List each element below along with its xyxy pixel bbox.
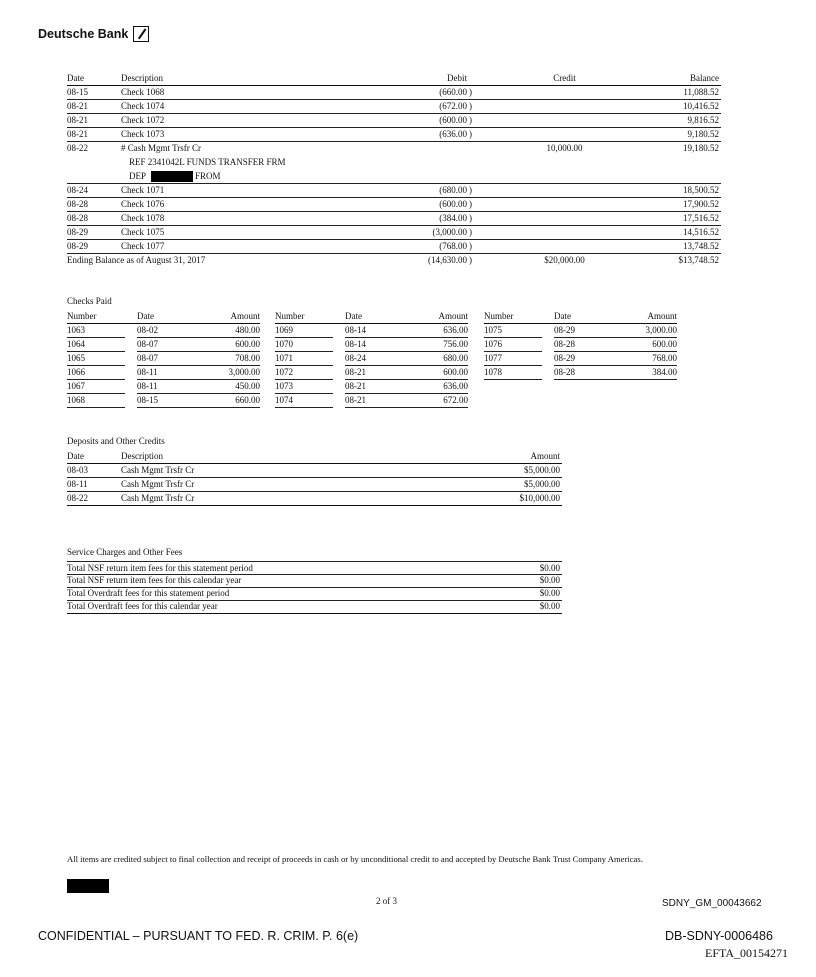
transaction-date: 08-29: [67, 241, 88, 251]
transaction-row: [67, 184, 721, 198]
transaction-balance: 9,816.52: [687, 115, 719, 125]
transaction-balance: 11,088.52: [683, 87, 719, 97]
check-row: [67, 380, 260, 394]
check-amount: 636.00: [443, 381, 468, 391]
ending-credit: $20,000.00: [544, 255, 585, 265]
check-row: [67, 366, 260, 380]
check-number: 1071: [275, 352, 333, 366]
deposit-date: 08-22: [67, 493, 88, 503]
col-description: Description: [121, 451, 163, 461]
checks-paid-header: [275, 310, 468, 324]
check-date: 08-21: [345, 366, 468, 380]
transaction-debit-paren: ): [469, 241, 472, 251]
transaction-date: 08-24: [67, 185, 88, 195]
transaction-debit-paren: ): [469, 227, 472, 237]
check-number: 1068: [67, 394, 125, 408]
bank-brand: [38, 26, 149, 42]
transaction-debit: (384.00: [439, 213, 467, 223]
transaction-date: 08-21: [67, 101, 88, 111]
ending-paren: ): [469, 255, 472, 265]
col-number: Number: [67, 311, 97, 321]
check-row: [67, 324, 260, 338]
footer-redaction-block: [67, 879, 109, 893]
transaction-row: [67, 198, 721, 212]
check-amount: 600.00: [443, 367, 468, 377]
transaction-description: Check 1071: [121, 185, 165, 195]
check-number: 1073: [275, 380, 333, 394]
transaction-date: 08-21: [67, 115, 88, 125]
check-row: [484, 338, 677, 352]
transfer-desc: # Cash Mgmt Trsfr Cr: [121, 143, 202, 153]
check-date: 08-29: [554, 324, 677, 338]
check-number: 1066: [67, 366, 125, 380]
check-row: [275, 380, 468, 394]
check-date: 08-15: [137, 394, 260, 408]
fee-amount: $0.00: [539, 563, 560, 573]
check-number: 1077: [484, 352, 542, 366]
check-date: 08-11: [137, 366, 260, 380]
page-number: 2 of 3: [376, 896, 397, 906]
col-number: Number: [484, 311, 514, 321]
col-amount: Amount: [647, 311, 677, 321]
checks-paid-table: [67, 310, 682, 410]
transfer-date: 08-22: [67, 143, 88, 153]
fees-table: [67, 561, 562, 617]
check-row: [484, 366, 677, 380]
fee-row: [67, 561, 562, 575]
transfer-dep: DEP: [129, 171, 147, 181]
transaction-row: [67, 212, 721, 226]
transaction-debit: (768.00: [439, 241, 467, 251]
check-row: [275, 324, 468, 338]
checks-paid-header: [484, 310, 677, 324]
transaction-debit: (636.00: [439, 129, 467, 139]
check-number: 1070: [275, 338, 333, 352]
check-amount: 600.00: [235, 339, 260, 349]
transaction-debit: (600.00: [439, 115, 467, 125]
check-amount: 680.00: [443, 353, 468, 363]
check-amount: 384.00: [652, 367, 677, 377]
check-date: 08-02: [137, 324, 260, 338]
redaction-block: [151, 171, 193, 182]
deposit-row: [67, 464, 562, 478]
check-date: 08-24: [345, 352, 468, 366]
transaction-date: 08-28: [67, 213, 88, 223]
deposit-amount: $10,000.00: [519, 493, 560, 503]
check-amount: 672.00: [443, 395, 468, 405]
transaction-row: [67, 240, 721, 254]
check-number: 1072: [275, 366, 333, 380]
check-amount: 756.00: [443, 339, 468, 349]
transfer-ref-line: [67, 156, 721, 170]
ending-label: Ending Balance as of August 31, 2017: [67, 255, 206, 265]
check-number: 1076: [484, 338, 542, 352]
deutsche-bank-logo-icon: [133, 26, 149, 42]
check-date: 08-07: [137, 352, 260, 366]
footer-disclaimer: All items are credited subject to final collection and receipt of proceeds in cash or by unconditional credit to and accepted by Deutsche Bank Trust Company Americas.: [67, 854, 643, 864]
check-number: 1074: [275, 394, 333, 408]
fees-title: Service Charges and Other Fees: [67, 547, 183, 557]
check-row: [275, 366, 468, 380]
transaction-debit: (672.00: [439, 101, 467, 111]
check-row: [484, 324, 677, 338]
check-amount: 660.00: [235, 395, 260, 405]
transaction-debit-paren: ): [469, 213, 472, 223]
transaction-debit-paren: ): [469, 129, 472, 139]
transfer-dep-line: [67, 170, 721, 184]
check-date: 08-21: [345, 380, 468, 394]
brand-name: Deutsche Bank: [38, 27, 129, 41]
col-date: Date: [67, 73, 84, 83]
check-amount: 480.00: [235, 325, 260, 335]
col-amount: Amount: [438, 311, 468, 321]
transactions-header: [67, 72, 721, 86]
fee-label: Total Overdraft fees for this statement period: [67, 588, 230, 598]
fee-amount: $0.00: [539, 588, 560, 598]
deposit-row: [67, 492, 562, 506]
check-date: 08-07: [137, 338, 260, 352]
fee-label: Total Overdraft fees for this calendar year: [67, 601, 218, 611]
check-amount: 450.00: [235, 381, 260, 391]
col-debit: Debit: [447, 73, 467, 83]
transaction-balance: 17,516.52: [683, 213, 719, 223]
transfer-credit: 10,000.00: [546, 143, 583, 153]
check-row: [67, 338, 260, 352]
fee-label: Total NSF return item fees for this calendar year: [67, 575, 242, 585]
transaction-debit-paren: ): [469, 185, 472, 195]
transaction-row: [67, 100, 721, 114]
transfer-ref: REF 2341042L FUNDS TRANSFER FRM: [129, 157, 286, 167]
check-amount: 3,000.00: [645, 325, 677, 335]
deposit-description: Cash Mgmt Trsfr Cr: [121, 493, 195, 503]
check-row: [67, 394, 260, 408]
bates-gm: SDNY_GM_00043662: [662, 898, 762, 909]
check-date: 08-28: [554, 338, 677, 352]
check-amount: 636.00: [443, 325, 468, 335]
transaction-description: Check 1074: [121, 101, 165, 111]
transaction-row: [67, 226, 721, 240]
col-amount: Amount: [230, 311, 260, 321]
transaction-balance: 10,416.52: [683, 101, 719, 111]
transaction-description: Check 1076: [121, 199, 165, 209]
col-description: Description: [121, 73, 163, 83]
transaction-row: [67, 128, 721, 142]
transaction-balance: 9,180.52: [687, 129, 719, 139]
check-number: 1065: [67, 352, 125, 366]
check-amount: 708.00: [235, 353, 260, 363]
transaction-description: Check 1068: [121, 87, 165, 97]
fee-row: [67, 587, 562, 601]
check-date: 08-11: [137, 380, 260, 394]
col-amount: Amount: [530, 451, 560, 461]
transaction-row: [67, 114, 721, 128]
deposit-date: 08-11: [67, 479, 88, 489]
check-number: 1067: [67, 380, 125, 394]
transaction-debit-paren: ): [469, 101, 472, 111]
col-date: Date: [67, 451, 84, 461]
transaction-date: 08-28: [67, 199, 88, 209]
transaction-balance: 14,516.52: [683, 227, 719, 237]
transaction-debit-paren: ): [469, 115, 472, 125]
transaction-debit: (3,000.00: [432, 227, 467, 237]
transaction-balance: 18,500.52: [683, 185, 719, 195]
check-date: 08-14: [345, 324, 468, 338]
check-row: [484, 352, 677, 366]
deposits-table: [67, 450, 562, 506]
fee-row: [67, 574, 562, 588]
fee-label: Total NSF return item fees for this statement period: [67, 563, 253, 573]
check-number: 1064: [67, 338, 125, 352]
deposit-description: Cash Mgmt Trsfr Cr: [121, 465, 195, 475]
transaction-debit: (680.00: [439, 185, 467, 195]
transaction-balance: 17,900.52: [683, 199, 719, 209]
transaction-date: 08-29: [67, 227, 88, 237]
check-row: [275, 338, 468, 352]
transaction-debit: (600.00: [439, 199, 467, 209]
fee-amount: $0.00: [539, 575, 560, 585]
efta-number: EFTA_00154271: [705, 946, 789, 960]
transaction-debit: (660.00: [439, 87, 467, 97]
check-date: 08-21: [345, 394, 468, 408]
deposit-amount: $5,000.00: [524, 465, 560, 475]
transaction-description: Check 1078: [121, 213, 165, 223]
transfer-from: FROM: [195, 171, 221, 181]
transaction-description: Check 1075: [121, 227, 165, 237]
check-number: 1078: [484, 366, 542, 380]
check-date: 08-29: [554, 352, 677, 366]
fee-amount: $0.00: [539, 601, 560, 611]
transfer-balance: 19,180.52: [683, 143, 719, 153]
transaction-description: Check 1077: [121, 241, 165, 251]
col-balance: Balance: [690, 73, 719, 83]
transaction-balance: 13,748.52: [683, 241, 719, 251]
check-date: 08-14: [345, 338, 468, 352]
ending-balance: $13,748.52: [678, 255, 719, 265]
col-date: Date: [554, 311, 571, 321]
check-number: 1063: [67, 324, 125, 338]
check-row: [67, 352, 260, 366]
deposit-row: [67, 478, 562, 492]
check-number: 1069: [275, 324, 333, 338]
check-row: [275, 394, 468, 408]
ending-debit: (14,630.00: [428, 255, 467, 265]
ending-balance-row: [67, 254, 721, 268]
deposit-amount: $5,000.00: [524, 479, 560, 489]
check-amount: 3,000.00: [228, 367, 260, 377]
fee-row: [67, 600, 562, 614]
checks-paid-header: [67, 310, 260, 324]
deposits-header: [67, 450, 562, 464]
transaction-debit-paren: ): [469, 199, 472, 209]
col-date: Date: [137, 311, 154, 321]
check-date: 08-28: [554, 366, 677, 380]
bates-db: DB-SDNY-0006486: [665, 929, 773, 943]
transfer-row: [67, 142, 721, 156]
transaction-date: 08-21: [67, 129, 88, 139]
transaction-date: 08-15: [67, 87, 88, 97]
check-amount: 600.00: [652, 339, 677, 349]
checks-paid-title: Checks Paid: [67, 296, 112, 306]
transaction-debit-paren: ): [469, 87, 472, 97]
check-row: [275, 352, 468, 366]
col-date: Date: [345, 311, 362, 321]
check-number: 1075: [484, 324, 542, 338]
col-number: Number: [275, 311, 305, 321]
transaction-description: Check 1072: [121, 115, 165, 125]
confidential-notice: CONFIDENTIAL – PURSUANT TO FED. R. CRIM. P. 6(e): [38, 929, 359, 943]
deposits-title: Deposits and Other Credits: [67, 436, 165, 446]
transaction-description: Check 1073: [121, 129, 165, 139]
col-credit: Credit: [553, 73, 576, 83]
deposit-description: Cash Mgmt Trsfr Cr: [121, 479, 195, 489]
transaction-row: [67, 86, 721, 100]
check-amount: 768.00: [652, 353, 677, 363]
deposit-date: 08-03: [67, 465, 88, 475]
